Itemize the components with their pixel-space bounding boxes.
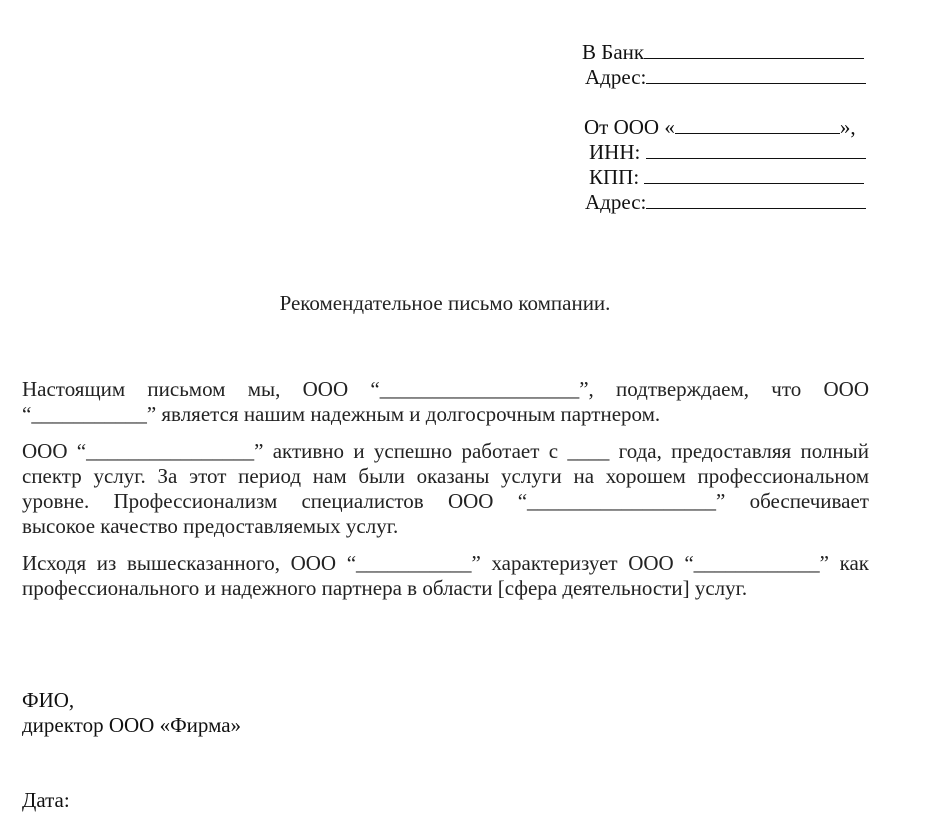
from-prefix: От ООО «	[584, 115, 675, 139]
paragraph-2	[22, 439, 869, 539]
from-company-blank	[675, 115, 840, 134]
bank-line	[582, 40, 864, 65]
date-label: Дата:	[22, 788, 70, 812]
paragraph-2-line-1: ООО “________________” активно и успешно работает с ____ года, предоставляя полный	[22, 439, 869, 463]
letter-title: Рекомендательное письмо компании.	[279, 291, 611, 315]
inn-label: ИНН:	[589, 140, 641, 164]
signature-position: директор ООО «Фирма»	[22, 713, 242, 737]
bank-address-line	[585, 65, 866, 90]
company-address-line	[585, 190, 866, 215]
paragraph-3-line-1: Исходя из вышесказанного, ООО “___________” характеризует ООО “____________” как	[22, 551, 869, 575]
kpp-line	[589, 165, 864, 190]
bank-label: В Банк	[582, 40, 645, 64]
from-suffix: »,	[839, 115, 856, 139]
paragraph-1-line-2: “___________” является нашим надежным и долгосрочным партнером.	[22, 402, 661, 426]
paragraph-2-line-3: уровне. Профессионализм специалистов ООО “__________________” обеспечивает	[22, 489, 869, 513]
kpp-blank	[644, 165, 864, 184]
kpp-label: КПП:	[589, 165, 640, 189]
bank-address-label: Адрес:	[585, 65, 647, 89]
company-address-blank	[646, 190, 866, 209]
bank-address-blank	[646, 65, 866, 84]
from-line	[584, 115, 856, 140]
paragraph-3	[22, 551, 869, 601]
bank-blank	[644, 40, 864, 59]
inn-blank	[646, 140, 866, 159]
paragraph-1	[22, 377, 869, 427]
paragraph-1-line-1: Настоящим письмом мы, ООО “___________________”, подтверждаем, что ООО	[22, 377, 869, 401]
paragraph-2-line-2: спектр услуг. За этот период нам были оказаны услуги на хорошем профессиональном	[22, 464, 869, 488]
inn-line	[589, 140, 866, 165]
paragraph-2-line-4: высокое качество предоставляемых услуг.	[22, 514, 399, 538]
signature-name: ФИО,	[22, 688, 75, 712]
company-address-label: Адрес:	[585, 190, 647, 214]
paragraph-3-line-2: профессионального и надежного партнера в области [сфера деятельности] услуг.	[22, 576, 748, 600]
